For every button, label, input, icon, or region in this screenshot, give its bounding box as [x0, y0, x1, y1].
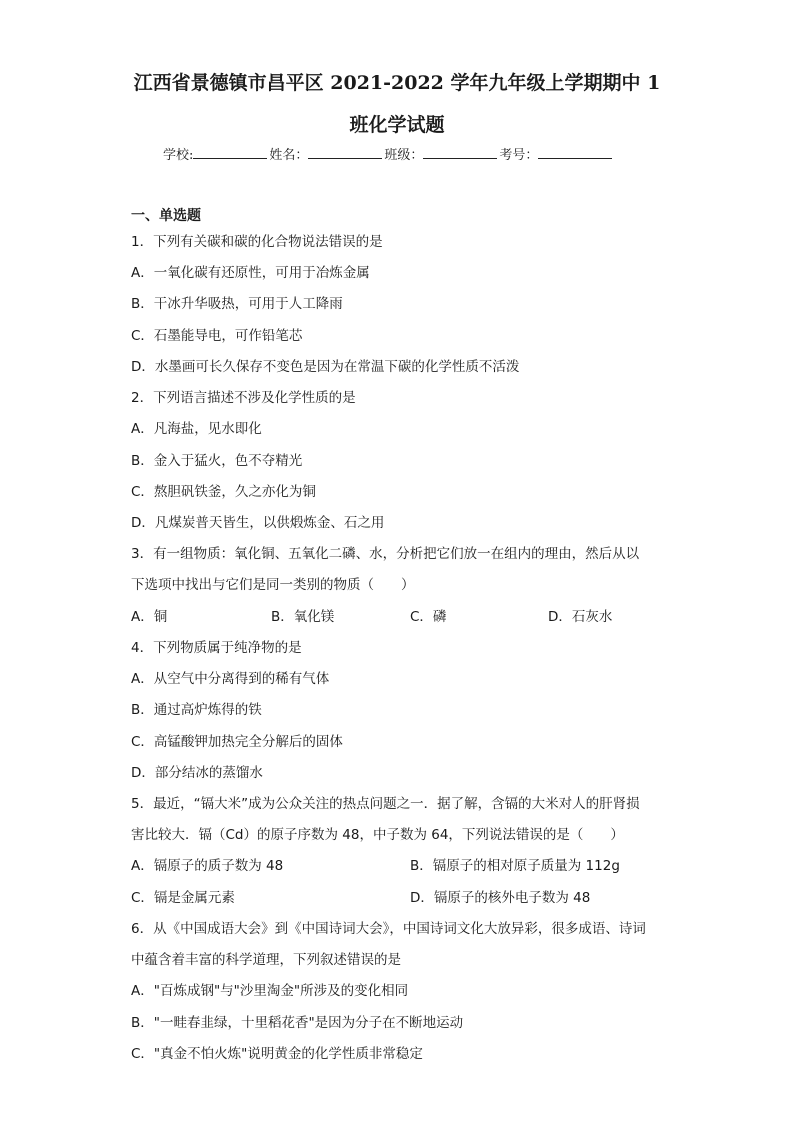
question-4-option-d: D．部分结冰的蒸馏水: [131, 765, 263, 781]
question-5-option-d: D．镉原子的核外电子数为 48: [410, 890, 591, 906]
school-blank[interactable]: [193, 145, 267, 159]
student-info-row: [163, 145, 614, 165]
name-label: 姓名：: [269, 148, 309, 163]
question-3-stem-line2: 下选项中找出与它们是同一类别的物质（ ）: [131, 577, 415, 593]
question-1-option-c: C．石墨能导电，可作铅笔芯: [131, 328, 303, 344]
school-label: 学校:: [163, 148, 194, 163]
question-2-option-b: B．金入于猛火，色不夺精光: [131, 453, 303, 469]
question-6-stem-line2: 中蕴含着丰富的科学道理，下列叙述错误的是: [131, 952, 401, 968]
question-3-option-a: A．铜: [131, 609, 168, 625]
question-5-option-b: B．镉原子的相对原子质量为 112g: [410, 858, 620, 874]
question-6-option-c: C．"真金不怕火炼"说明黄金的化学性质非常稳定: [131, 1046, 423, 1062]
question-3-option-c: C．磷: [410, 609, 447, 625]
question-5-stem-line1: 5．最近，“镉大米”成为公众关注的热点问题之一．据了解，含镉的大米对人的肝肾损: [131, 796, 640, 812]
exam-title-line2: 班化学试题: [349, 114, 445, 136]
question-5-option-c: C．镉是金属元素: [131, 890, 235, 906]
section-heading: 一、单选题: [131, 208, 201, 224]
question-2-stem: 2．下列语言描述不涉及化学性质的是: [131, 390, 356, 406]
question-1-option-a: A．一氧化碳有还原性，可用于冶炼金属: [131, 265, 370, 281]
question-3-option-d: D．石灰水: [548, 609, 613, 625]
name-blank[interactable]: [308, 145, 382, 159]
question-2-option-d: D．凡煤炭普天皆生，以供煅炼金、石之用: [131, 515, 385, 531]
question-1-stem: 1．下列有关碳和碳的化合物说法错误的是: [131, 234, 383, 250]
exam-no-blank[interactable]: [538, 145, 612, 159]
question-2-option-c: C．熬胆矾铁釜，久之亦化为铜: [131, 484, 316, 500]
question-3-option-b: B．氧化镁: [271, 609, 335, 625]
question-4-option-b: B．通过高炉炼得的铁: [131, 702, 262, 718]
question-6-option-a: A．"百炼成钢"与"沙里淘金"所涉及的变化相同: [131, 983, 409, 999]
question-4-option-a: A．从空气中分离得到的稀有气体: [131, 671, 330, 687]
question-5-stem-line2: 害比较大．镉（Cd）的原子序数为 48，中子数为 64，下列说法错误的是（ ）: [131, 827, 624, 843]
question-5-option-a: A．镉原子的质子数为 48: [131, 858, 284, 874]
question-1-option-b: B．干冰升华吸热，可用于人工降雨: [131, 296, 343, 312]
class-label: 班级：: [384, 148, 424, 163]
question-2-option-a: A．凡海盐，见水即化: [131, 421, 262, 437]
exam-title-line1: 江西省景德镇市昌平区 2021-2022 学年九年级上学期期中 1: [133, 72, 661, 94]
question-6-option-b: B．"一畦春韭绿，十里稻花香"是因为分子在不断地运动: [131, 1015, 464, 1031]
question-4-stem: 4．下列物质属于纯净物的是: [131, 640, 302, 656]
exam-no-label: 考号：: [499, 148, 539, 163]
question-3-stem-line1: 3．有一组物质：氧化铜、五氧化二磷、水，分析把它们放一在组内的理由，然后从以: [131, 546, 640, 562]
question-6-stem-line1: 6．从《中国成语大会》到《中国诗词大会》，中国诗词文化大放异彩，很多成语、诗词: [131, 921, 646, 937]
question-4-option-c: C．高锰酸钾加热完全分解后的固体: [131, 734, 343, 750]
question-1-option-d: D．水墨画可长久保存不变色是因为在常温下碳的化学性质不活泼: [131, 359, 520, 375]
class-blank[interactable]: [423, 145, 497, 159]
